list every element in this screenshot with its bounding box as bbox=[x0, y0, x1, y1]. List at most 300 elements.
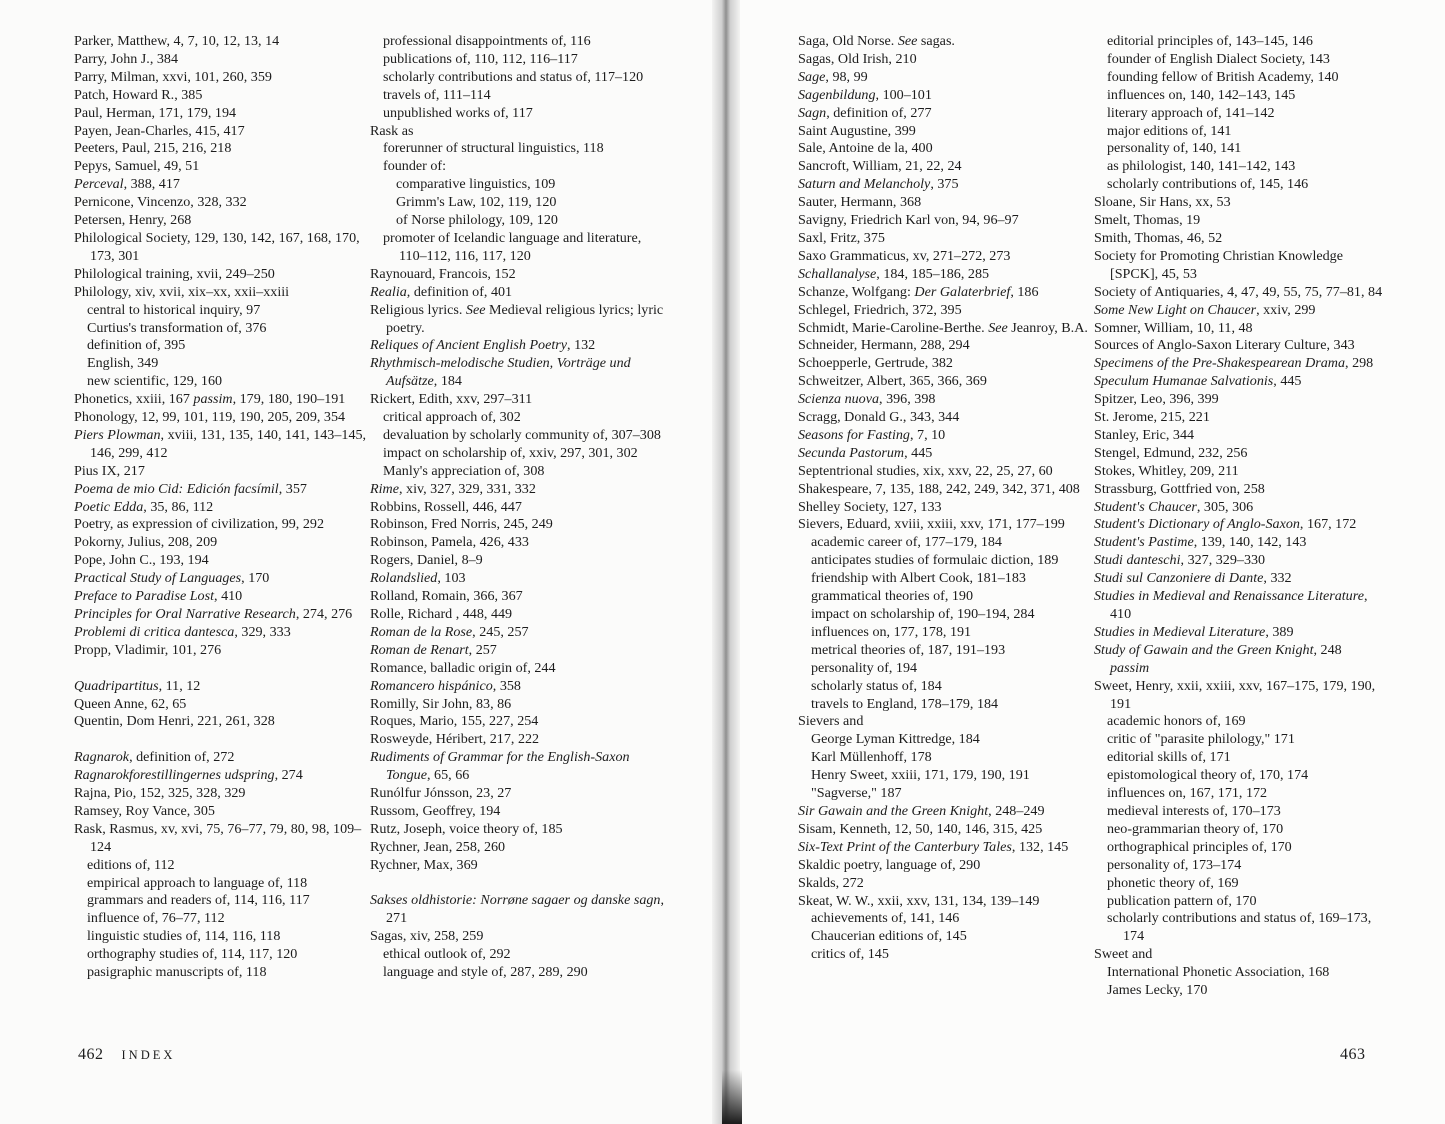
entry-text: Ramsey, Roy Vance, 305 bbox=[74, 802, 215, 819]
italic-title-text: Ragnarok bbox=[74, 749, 130, 766]
italic-title-text: Rhythmisch-melodische Studien, Vorträge und Aufsätze bbox=[370, 355, 631, 390]
entry-text: Curtius's transformation of, 376 bbox=[87, 319, 267, 336]
italic-title-text: Studies in Medieval Literature bbox=[1094, 623, 1266, 640]
index-entry bbox=[74, 427, 374, 463]
index-entry bbox=[1094, 284, 1384, 302]
index-entry bbox=[370, 588, 670, 606]
index-entry bbox=[798, 158, 1093, 176]
index-entry bbox=[370, 499, 670, 517]
index-subentry bbox=[1107, 767, 1384, 785]
italic-title-text: Preface to Paradise Lost bbox=[74, 588, 215, 605]
entry-text: Pope, John C., 193, 194 bbox=[74, 552, 209, 569]
index-subentry bbox=[1107, 803, 1384, 821]
entry-text: pasigraphic manuscripts of, 118 bbox=[87, 964, 267, 981]
index-entry bbox=[74, 51, 374, 69]
index-subentry bbox=[811, 946, 1093, 964]
entry-text: Rask as bbox=[370, 122, 414, 139]
index-subentry bbox=[811, 624, 1093, 642]
entry-text: , 103 bbox=[437, 570, 466, 587]
index-entry bbox=[74, 821, 374, 857]
page-number-left: 462 bbox=[78, 1046, 104, 1063]
index-entry bbox=[1094, 678, 1384, 714]
index-entry bbox=[798, 373, 1093, 391]
entry-text: , 184 bbox=[433, 373, 462, 390]
index-entry bbox=[1094, 588, 1384, 624]
entry-text: , 248–249 bbox=[988, 802, 1045, 819]
entry-text: forerunner of structural linguistics, 118 bbox=[383, 140, 604, 157]
index-entry bbox=[798, 409, 1093, 427]
entry-text: International Phonetic Association, 168 bbox=[1107, 964, 1330, 981]
index-subentry bbox=[1107, 123, 1384, 141]
entry-text: Grimm's Law, 102, 119, 120 bbox=[396, 194, 557, 211]
index-entry bbox=[74, 391, 374, 409]
entry-text: Jeanroy, B.A. bbox=[1007, 319, 1088, 336]
index-subentry bbox=[1107, 857, 1384, 875]
entry-text: metrical theories of, 187, 191–193 bbox=[811, 641, 1006, 658]
entry-text: , 132, 145 bbox=[1011, 838, 1069, 855]
index-subentry bbox=[87, 928, 374, 946]
italic-title-text: See bbox=[465, 301, 486, 318]
index-subentry bbox=[1107, 105, 1384, 123]
entry-text: , 410 bbox=[1110, 588, 1368, 622]
index-subentry bbox=[383, 964, 670, 982]
entry-text: , 271 bbox=[386, 892, 665, 927]
entry-text: , 248 bbox=[1313, 641, 1342, 658]
italic-title-text: Specimens of the Pre-Shakespearean Drama bbox=[1094, 355, 1346, 372]
index-entry bbox=[74, 140, 374, 158]
entry-text: scholarly status of, 184 bbox=[811, 677, 942, 694]
index-entry bbox=[798, 445, 1093, 463]
index-subentry bbox=[87, 373, 374, 391]
italic-title-text: Ragnarokforestillingernes udspring bbox=[74, 767, 275, 784]
entry-text: , 139, 140, 142, 143 bbox=[1193, 534, 1307, 551]
entry-text: Petersen, Henry, 268 bbox=[74, 212, 192, 229]
index-subentry bbox=[87, 875, 374, 893]
entry-text: Rutz, Joseph, voice theory of, 185 bbox=[370, 820, 563, 837]
index-entry bbox=[1094, 463, 1384, 481]
italic-title-text: Reliques of Ancient English Poetry bbox=[370, 337, 568, 354]
index-subentry bbox=[383, 140, 670, 158]
index-entry bbox=[370, 731, 670, 749]
index-subentry bbox=[811, 660, 1093, 678]
index-entry bbox=[74, 606, 374, 624]
entry-text: Scragg, Donald G., 343, 344 bbox=[798, 409, 960, 426]
italic-title-text: See bbox=[988, 319, 1008, 336]
index-entry bbox=[798, 266, 1093, 284]
entry-text: , 298 bbox=[1345, 355, 1374, 372]
index-entry bbox=[370, 803, 670, 821]
entry-text: critical approach of, 302 bbox=[383, 409, 521, 426]
entry-text: Stanley, Eric, 344 bbox=[1094, 426, 1195, 443]
index-entry bbox=[370, 749, 670, 785]
entry-text: , 274 bbox=[274, 767, 303, 784]
entry-text: Stokes, Whitley, 209, 211 bbox=[1094, 462, 1239, 479]
index-subentry bbox=[811, 749, 1093, 767]
italic-title-text: Sagn bbox=[798, 104, 827, 121]
index-subentry bbox=[811, 534, 1093, 552]
entry-text: , xviii, 131, 135, 140, 141, 143–145, 146, 299, 412 bbox=[90, 426, 367, 461]
index-entry bbox=[370, 570, 670, 588]
entry-text: ethical outlook of, 292 bbox=[383, 946, 511, 963]
italic-title-text: Romancero hispánico bbox=[370, 677, 493, 694]
index-subentry bbox=[811, 552, 1093, 570]
index-entry bbox=[74, 87, 374, 105]
italic-title-text: Quadripartitus bbox=[74, 677, 159, 694]
italic-title-text: Secunda Pastorum bbox=[798, 444, 905, 461]
entry-text: , 257 bbox=[468, 641, 497, 658]
index-entry bbox=[74, 158, 374, 176]
entry-text: , 329, 333 bbox=[234, 623, 291, 640]
entry-text: Rolle, Richard , 448, 449 bbox=[370, 606, 513, 622]
entry-text: , 167, 172 bbox=[1299, 516, 1357, 533]
italic-title-text: Practical Study of Languages bbox=[74, 570, 242, 587]
index-subentry bbox=[87, 320, 374, 338]
index-entry bbox=[1094, 302, 1384, 320]
index-subentry bbox=[383, 946, 670, 964]
index-entry bbox=[798, 803, 1093, 821]
index-subentry bbox=[1107, 910, 1384, 946]
index-entry bbox=[1094, 373, 1384, 391]
index-entry bbox=[370, 552, 670, 570]
italic-title-text: Scienza nuova bbox=[798, 391, 880, 408]
index-subentry bbox=[383, 427, 670, 445]
entry-text: , 184, 185–186, 285 bbox=[876, 265, 990, 282]
running-head: INDEX bbox=[121, 1048, 176, 1062]
index-subentry bbox=[1107, 33, 1384, 51]
entry-text: Payen, Jean-Charles, 415, 417 bbox=[74, 122, 245, 139]
entry-text: Schmidt, Marie-Caroline-Berthe. bbox=[798, 319, 989, 336]
entry-text: Skaldic poetry, language of, 290 bbox=[798, 856, 981, 873]
index-subentry bbox=[1107, 731, 1384, 749]
entry-text: medieval interests of, 170–173 bbox=[1107, 802, 1281, 819]
index-subentry bbox=[811, 588, 1093, 606]
index-subentry bbox=[383, 69, 670, 87]
entry-text: professional disappointments of, 116 bbox=[383, 33, 591, 49]
entry-text: Russom, Geoffrey, 194 bbox=[370, 802, 501, 819]
italic-title-text: Student's Chaucer bbox=[1094, 498, 1197, 515]
index-entry bbox=[370, 123, 670, 141]
entry-text: , 445 bbox=[904, 444, 933, 461]
entry-text: Henry Sweet, xxiii, 171, 179, 190, 191 bbox=[811, 767, 1030, 784]
italic-title-text: See bbox=[897, 33, 918, 49]
entry-text: James Lecky, 170 bbox=[1107, 982, 1208, 999]
index-entry bbox=[798, 105, 1093, 123]
index-subentry bbox=[1107, 158, 1384, 176]
italic-title-text: Sakses oldhistorie: Norrøne sagaer og danske sagn bbox=[370, 892, 661, 909]
book-gutter bbox=[712, 0, 740, 1124]
left-page-footer bbox=[78, 1046, 175, 1064]
entry-text: influences on, 177, 178, 191 bbox=[811, 623, 972, 640]
italic-title-text: Studi danteschi bbox=[1094, 552, 1181, 569]
index-entry bbox=[74, 212, 374, 230]
index-entry bbox=[1094, 248, 1384, 284]
entry-text: founder of: bbox=[383, 158, 447, 175]
entry-text: Skeat, W. W., xxii, xxv, 131, 134, 139–149 bbox=[798, 892, 1040, 909]
entry-text: Sievers, Eduard, xviii, xxiii, xxv, 171, 177–199 bbox=[798, 516, 1065, 533]
entry-text: , 245, 257 bbox=[472, 623, 529, 640]
entry-text: Rolland, Romain, 366, 367 bbox=[370, 588, 523, 605]
entry-text: , 332 bbox=[1263, 570, 1292, 587]
italic-title-text: Studi sul Canzoniere di Dante bbox=[1094, 570, 1264, 587]
index-column-3 bbox=[798, 33, 1093, 964]
index-entry bbox=[74, 785, 374, 803]
entry-text: Karl Müllenhoff, 178 bbox=[811, 749, 932, 766]
entry-text: , 98, 99 bbox=[825, 68, 868, 85]
entry-text: of Norse philology, 109, 120 bbox=[396, 212, 558, 229]
entry-text: Raynouard, Francois, 152 bbox=[370, 265, 516, 282]
index-entry bbox=[798, 857, 1093, 875]
index-entry bbox=[370, 821, 670, 839]
entry-text: "Sagverse," 187 bbox=[811, 785, 902, 802]
entry-text: Rogers, Daniel, 8–9 bbox=[370, 552, 483, 569]
entry-text: Philological Society, 129, 130, 142, 167, 168, 170, 173, 301 bbox=[74, 229, 360, 264]
italic-title-text: Poetic Edda bbox=[74, 498, 144, 515]
italic-title-text: passim bbox=[193, 391, 233, 408]
italic-title-text: passim bbox=[1110, 659, 1150, 676]
entry-text: Romilly, Sir John, 83, 86 bbox=[370, 695, 512, 712]
index-entry bbox=[798, 713, 1093, 731]
index-subentry bbox=[811, 696, 1093, 714]
entry-text: Skalds, 272 bbox=[798, 874, 864, 891]
index-entry bbox=[74, 33, 374, 51]
index-entry bbox=[74, 803, 374, 821]
index-subentry bbox=[383, 51, 670, 69]
entry-text: Pius IX, 217 bbox=[74, 462, 145, 479]
index-entry bbox=[798, 839, 1093, 857]
entry-text: Phonology, 12, 99, 101, 119, 190, 205, 209, 354 bbox=[74, 409, 346, 426]
index-entry bbox=[798, 212, 1093, 230]
entry-text: personality of, 173–174 bbox=[1107, 856, 1242, 873]
entry-text: linguistic studies of, 114, 116, 118 bbox=[87, 928, 281, 945]
entry-text: , 410 bbox=[214, 588, 243, 605]
italic-title-text: Six-Text Print of the Canterbury Tales bbox=[798, 838, 1012, 855]
index-entry bbox=[798, 320, 1093, 338]
entry-text: , definition of, 272 bbox=[129, 749, 235, 766]
index-entry bbox=[1094, 516, 1384, 534]
entry-text: , 396, 398 bbox=[879, 391, 936, 408]
italic-title-text: Rime bbox=[370, 480, 399, 497]
index-entry bbox=[370, 534, 670, 552]
index-subentry bbox=[383, 158, 670, 176]
entry-text: Rosweyde, Héribert, 217, 222 bbox=[370, 731, 540, 748]
index-subentry bbox=[811, 606, 1093, 624]
entry-text: Rychner, Jean, 258, 260 bbox=[370, 838, 506, 855]
index-entry bbox=[370, 785, 670, 803]
index-entry bbox=[74, 123, 374, 141]
entry-text: , 7, 10 bbox=[909, 426, 946, 443]
entry-text: grammatical theories of, 190 bbox=[811, 588, 974, 605]
index-entry bbox=[370, 713, 670, 731]
entry-text: English, 349 bbox=[87, 355, 159, 372]
italic-title-text: Perceval bbox=[74, 176, 124, 193]
index-entry bbox=[74, 642, 374, 660]
index-subentry bbox=[1107, 176, 1384, 194]
index-entry bbox=[370, 857, 670, 875]
index-entry bbox=[798, 284, 1093, 302]
index-entry bbox=[74, 624, 374, 642]
entry-text: critic of "parasite philology," 171 bbox=[1107, 731, 1295, 748]
index-subentry bbox=[811, 928, 1093, 946]
index-entry bbox=[74, 516, 374, 534]
entry-text: Rajna, Pio, 152, 325, 328, 329 bbox=[74, 785, 246, 802]
index-entry bbox=[1094, 409, 1384, 427]
entry-text: Sagas, xiv, 258, 259 bbox=[370, 928, 484, 945]
entry-text: , 358 bbox=[492, 677, 521, 694]
entry-text: editorial skills of, 171 bbox=[1107, 749, 1231, 766]
index-subentry bbox=[396, 212, 670, 230]
index-subentry bbox=[811, 570, 1093, 588]
entry-text: Septentrional studies, xix, xxv, 22, 25, 27, 60 bbox=[798, 462, 1053, 479]
entry-text: Phonetics, xxiii, 167 bbox=[74, 391, 194, 408]
entry-text: scholarly contributions of, 145, 146 bbox=[1107, 176, 1309, 193]
entry-text: , 65, 66 bbox=[427, 767, 470, 784]
italic-title-text: Poema de mio Cid: Edición facsímil bbox=[74, 480, 279, 497]
index-subentry bbox=[811, 785, 1093, 803]
entry-text: academic career of, 177–179, 184 bbox=[811, 534, 1002, 551]
index-entry bbox=[798, 87, 1093, 105]
index-entry bbox=[1094, 194, 1384, 212]
entry-text: definition of, 395 bbox=[87, 337, 186, 354]
entry-text: Smith, Thomas, 46, 52 bbox=[1094, 229, 1223, 246]
entry-text: George Lyman Kittredge, 184 bbox=[811, 731, 980, 748]
italic-title-text: Studies in Medieval and Renaissance Literature bbox=[1094, 588, 1364, 605]
entry-text: Romance, balladic origin of, 244 bbox=[370, 659, 556, 676]
index-subentry bbox=[87, 355, 374, 373]
italic-title-text: Roman de Renart bbox=[370, 641, 469, 658]
index-entry bbox=[798, 391, 1093, 409]
entry-text: neo-grammarian theory of, 170 bbox=[1107, 820, 1284, 837]
entry-text: , 170 bbox=[241, 570, 270, 587]
index-entry bbox=[370, 481, 670, 499]
entry-text: Runólfur Jónsson, 23, 27 bbox=[370, 785, 512, 802]
index-entry bbox=[370, 696, 670, 714]
entry-text: language and style of, 287, 289, 290 bbox=[383, 964, 588, 981]
entry-text: Spitzer, Leo, 396, 399 bbox=[1094, 391, 1219, 408]
index-entry bbox=[798, 51, 1093, 69]
entry-text: Sisam, Kenneth, 12, 50, 140, 146, 315, 425 bbox=[798, 820, 1043, 837]
index-entry bbox=[1094, 642, 1384, 678]
entry-text: Medieval religious lyrics; lyric poetry. bbox=[386, 301, 664, 336]
entry-text: Philological training, xvii, 249–250 bbox=[74, 265, 275, 282]
entry-text: as philologist, 140, 141–142, 143 bbox=[1107, 158, 1296, 175]
entry-text: editorial principles of, 143–145, 146 bbox=[1107, 33, 1313, 49]
entry-text: Sweet and bbox=[1094, 946, 1153, 963]
entry-text: epistomological theory of, 170, 174 bbox=[1107, 767, 1309, 784]
italic-title-text: Saturn and Melancholy bbox=[798, 176, 931, 193]
italic-title-text: Roman de la Rose bbox=[370, 623, 473, 640]
entry-text: Robbins, Rossell, 446, 447 bbox=[370, 498, 522, 515]
index-subentry bbox=[811, 731, 1093, 749]
index-entry bbox=[370, 355, 670, 391]
index-entry bbox=[74, 678, 374, 696]
entry-text: Society for Promoting Christian Knowledge [SPCK], 45, 53 bbox=[1094, 247, 1343, 282]
entry-text: Shelley Society, 127, 133 bbox=[798, 498, 942, 515]
index-entry bbox=[370, 284, 670, 302]
entry-text: personality of, 194 bbox=[811, 659, 918, 676]
entry-text: Philology, xiv, xvii, xix–xx, xxii–xxiii bbox=[74, 283, 290, 300]
gutter-shadow bbox=[722, 1070, 742, 1124]
entry-text: Sauter, Hermann, 368 bbox=[798, 194, 922, 211]
index-entry bbox=[74, 481, 374, 499]
entry-text: Rychner, Max, 369 bbox=[370, 856, 478, 873]
entry-text: Saint Augustine, 399 bbox=[798, 122, 916, 139]
index-entry bbox=[798, 337, 1093, 355]
index-entry bbox=[798, 499, 1093, 517]
entry-text: orthographical principles of, 170 bbox=[1107, 838, 1292, 855]
entry-text: devaluation by scholarly community of, 307–308 bbox=[383, 426, 661, 443]
index-entry bbox=[798, 230, 1093, 248]
entry-text: founder of English Dialect Society, 143 bbox=[1107, 50, 1330, 67]
italic-title-text: Sagenbildung bbox=[798, 86, 876, 103]
entry-text: central to historical inquiry, 97 bbox=[87, 301, 261, 318]
entry-text: Sloane, Sir Hans, xx, 53 bbox=[1094, 194, 1231, 211]
entry-text: , 389 bbox=[1265, 623, 1294, 640]
entry-text: Religious lyrics. bbox=[370, 301, 466, 318]
index-entry bbox=[74, 534, 374, 552]
index-entry bbox=[798, 302, 1093, 320]
italic-title-text: Student's Dictionary of Anglo-Saxon bbox=[1094, 516, 1300, 533]
index-subentry bbox=[87, 910, 374, 928]
entry-text: Pokorny, Julius, 208, 209 bbox=[74, 534, 218, 551]
entry-text: travels to England, 178–179, 184 bbox=[811, 695, 999, 712]
entry-text: unpublished works of, 117 bbox=[383, 104, 533, 121]
entry-text: Savigny, Friedrich Karl von, 94, 96–97 bbox=[798, 212, 1019, 229]
entry-text: literary approach of, 141–142 bbox=[1107, 104, 1275, 121]
index-subentry bbox=[383, 33, 670, 51]
entry-text: Sagas, Old Irish, 210 bbox=[798, 50, 917, 67]
entry-text: Robinson, Fred Norris, 245, 249 bbox=[370, 516, 553, 533]
entry-text: , 100–101 bbox=[875, 86, 932, 103]
entry-text: Sources of Anglo-Saxon Literary Culture, 343 bbox=[1094, 337, 1355, 354]
index-subentry bbox=[87, 302, 374, 320]
entry-text: grammars and readers of, 114, 116, 117 bbox=[87, 892, 310, 909]
entry-text: founding fellow of British Academy, 140 bbox=[1107, 68, 1339, 85]
entry-text: Schanze, Wolfgang: bbox=[798, 283, 915, 300]
entry-text: Parry, John J., 384 bbox=[74, 50, 179, 67]
entry-text: editions of, 112 bbox=[87, 856, 175, 873]
index-entry bbox=[74, 284, 374, 302]
index-entry bbox=[74, 588, 374, 606]
index-column-4 bbox=[1094, 33, 1384, 1000]
entry-text: , 186 bbox=[1010, 283, 1039, 300]
entry-text: Smelt, Thomas, 19 bbox=[1094, 212, 1201, 229]
entry-text: , 327, 329–330 bbox=[1180, 552, 1266, 569]
index-entry bbox=[798, 463, 1093, 481]
italic-title-text: Piers Plowman bbox=[74, 426, 161, 443]
italic-title-text: Student's Pastime bbox=[1094, 534, 1194, 551]
index-subentry bbox=[383, 105, 670, 123]
index-entry bbox=[74, 194, 374, 212]
entry-text: friendship with Albert Cook, 181–183 bbox=[811, 570, 1026, 587]
index-subentry bbox=[1107, 51, 1384, 69]
entry-text: Schlegel, Friedrich, 372, 395 bbox=[798, 301, 962, 318]
index-subentry bbox=[1107, 87, 1384, 105]
entry-text: impact on scholarship of, xxiv, 297, 301, 302 bbox=[383, 444, 638, 461]
index-entry bbox=[370, 839, 670, 857]
italic-title-text: Study of Gawain and the Green Knight bbox=[1094, 641, 1314, 658]
entry-text: publications of, 110, 112, 116–117 bbox=[383, 50, 578, 67]
entry-text: , definition of, 277 bbox=[826, 104, 932, 121]
entry-text: Saga, Old Norse. bbox=[798, 33, 898, 49]
entry-text: Paul, Herman, 171, 179, 194 bbox=[74, 104, 237, 121]
index-subentry bbox=[1107, 749, 1384, 767]
index-entry bbox=[798, 355, 1093, 373]
entry-text: Sale, Antoine de la, 400 bbox=[798, 140, 933, 157]
italic-title-text: Sir Gawain and the Green Knight bbox=[798, 802, 989, 819]
entry-text: , 305, 306 bbox=[1196, 498, 1254, 515]
italic-title-text: Principles for Oral Narrative Research bbox=[74, 606, 296, 622]
entry-text: Patch, Howard R., 385 bbox=[74, 86, 203, 103]
